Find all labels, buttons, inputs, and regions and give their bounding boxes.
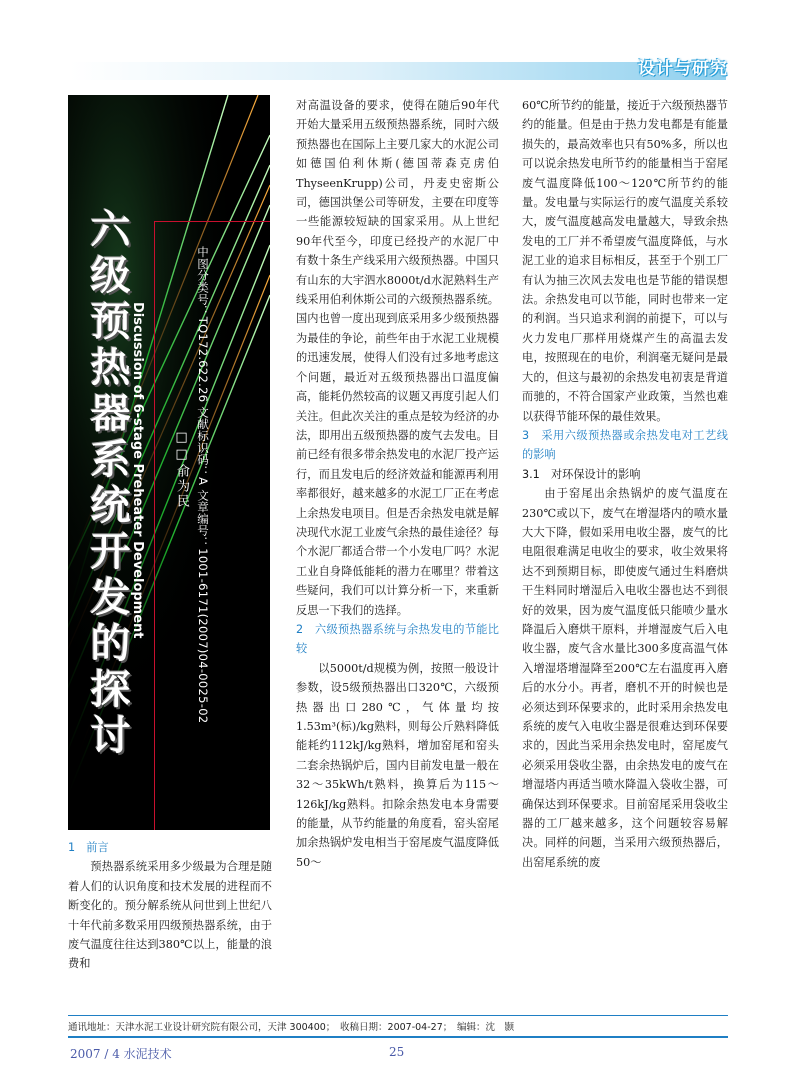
section-3-heading: 3 采用六级预热器或余热发电对工艺线的影响 [522, 428, 728, 462]
section-title: 设计与研究 [638, 59, 728, 79]
journal-issue: 2007 / 4 水泥技术 [70, 1047, 172, 1061]
section-2-paragraph: 以5000t/d规模为例，按照一般设计参数，设5级预热器出口320℃，六级预热器出口280℃，气体量均按1.53m³(标)/kg熟料，则每公斤熟料降低能耗约112kJ/kg熟料，增加窑尾和窑头二套余热锅炉后，国内目前发电量一般在32～35kWh/t熟料，换算后为115～126kJ/kg熟料。扣除余热发电本身需要的能量，从节约能量的角度看，窑头窑尾加余热锅炉发电相当于窑尾废气温度降低50～ [296, 661, 499, 869]
section-2-continued: 60℃所节约的能量，接近于六级预热器节约的能量。但是由于热力发电都是有能量损失的，最高效率也只有50%多，所以也可以说余热发电所节约的能量相当于窑尾废气温度降低100～120℃所节约的能量。发电量与实际运行的废气温度关系较大，废气温度越高发电量越大，导致余热发电的工厂并不希望废气温度降低，与水泥工业的追求目标相反，甚至于个别工厂有认为抽三次风去发电也是节能的错误想法。余热发电可以节能，同时也带来一定的利润。当只追求利润的前提下，可以与火力发电厂那样用烧煤产生的高温去发电，按照现在的电价，利润毫无疑问是最大的，但这与最初的余热发电初衷是背道而驰的，不符合国家产业政策，当然也难以获得节能环保的最佳效果。 [522, 99, 728, 423]
footer-rule [68, 1015, 728, 1016]
section-1-paragraph: 预热器系统采用多少级最为合理是随着人们的认识角度和技术发展的进程而不断变化的。预分解系统从问世到上世纪八十年代前多数采用四级预热器系统，由于废气温度往往达到380℃以上，能量的浪费和 [68, 860, 272, 971]
section-1-continued: 对高温设备的要求，使得在随后90年代开始大量采用五级预热器系统，同时六级预热器也在国际上主要几家大的水泥公司如德国伯利休斯(德国蒂森克虏伯ThyseenKrupp)公司，丹麦史密斯公司，德国洪堡公司等研发，主要在印度等一些能源较短缺的国家采用。从上世纪90年代至今，印度已经投产的水泥厂中有数十条生产线采用六级预热器。中国只有山东的大宇泗水8000t/d水泥熟料生产线采用伯利休斯公司的六级预热器系统。国内也曾一度出现到底采用多少级预热器为最佳的争论，前些年由于水泥工业规模的迅速发展，使得人们没有过多地考虑这个问题，最近对五级预热器出口温度偏高，能耗仍然较高的议题又再度引起人们关注。但此次关注的重点是较为经济的办法，即用出五级预热器的废气去发电。目前已经有很多带余热发电的水泥厂投产运行，而且发电后的经济效益和能源再利用率都很好，越来越多的水泥工厂正在考虑上余热发电项目。但是否余热发电就是解决现代水泥工业废气余热的最佳途径？每个水泥厂都适合带一个小发电厂吗？水泥工业自身降低能耗的潜力在哪里？带着这些疑问，我们可以计算分析一下，来重新反思一下我们的选择。 [296, 99, 499, 617]
page-number: 25 [389, 1045, 405, 1059]
footer-note: 通讯地址：天津水泥工业设计研究院有限公司，天津 300400； 收稿日期：2007-04-27； 编辑：沈 颢 [68, 1022, 514, 1033]
header-gradient-band [70, 62, 726, 80]
text-column-3 [522, 96, 728, 872]
section-2-heading: 2 六级预热器系统与余热发电的节能比较 [296, 622, 499, 656]
section-1-heading: 1 前言 [68, 841, 109, 854]
article-title: 六级预热器系统开发的探讨 [84, 208, 130, 760]
text-column-2 [296, 96, 499, 872]
section-3-1-heading: 3.1 对环保设计的影响 [522, 467, 641, 481]
text-column-1 [68, 838, 272, 974]
section-3-1-paragraph: 由于窑尾出余热锅炉的废气温度在230℃或以下，废气在增湿塔内的喷水量大大下降，假如采用电收尘器，废气的比电阻很难满足电收尘的要求，收尘效果将达不到预期目标，即使废气通过生料磨烘干生料同时增湿后入电收尘器也达不到很好的效果，因为废气温度低只能喷少量水降温后入磨烘干原料，并增湿废气后入电收尘器，废气含水量比300多度高温气体入增湿塔增湿降至200℃左右温度再入磨后的水分小。再者，磨机不开的时候也是必须达到环保要求的，此时采用余热发电系统的废气入电收尘器是很难达到环保要求的，因此当采用余热发电时，窑尾废气必须采用袋收尘器，由余热发电的废气在增湿塔内再适当喷水降温入袋收尘器，可确保达到环保要求。目前窑尾采用袋收尘器的工厂越来越多，这个问题较容易解决。同样的问题，当采用六级预热器后，出窑尾系统的废 [522, 487, 728, 869]
classification-info: 中图分类号：TQ172.622.26 文献标识码：A 文章编号：1001-6171(2007)04-0025-02 [196, 246, 210, 724]
article-title-english: Discussion of 6-stage Preheater Development [130, 302, 145, 639]
poster-red-frame [154, 221, 270, 830]
footer-bar [68, 1036, 728, 1038]
author-byline: □□俞为民 [174, 430, 189, 509]
